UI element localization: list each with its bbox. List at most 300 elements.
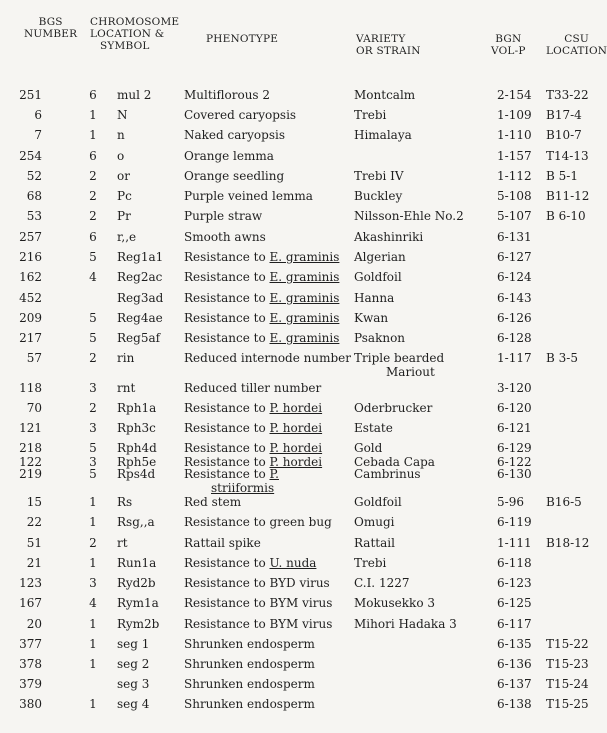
bgs-number: 68: [26, 189, 42, 203]
phenotype-text: Smooth awns: [184, 230, 266, 244]
header-chromosome: [90, 16, 179, 52]
phenotype: [184, 351, 351, 365]
variety-text: Rattail: [354, 536, 395, 550]
bgn-vol-page: 6-123: [497, 576, 532, 590]
bgs-number: 216: [19, 250, 42, 264]
phenotype-text: Reduced internode number: [184, 351, 351, 365]
variety-text: Akashinriki: [354, 230, 424, 244]
csu-location: B 3-5: [546, 351, 578, 365]
bgn-vol-page: 1-111: [497, 536, 532, 550]
csu-location: B 6-10: [546, 209, 586, 223]
phenotype: [184, 230, 266, 244]
bgs-number: 217: [19, 331, 42, 345]
variety: [354, 291, 394, 305]
table-row: [0, 291, 607, 311]
phenotype-text: Resistance to: [184, 401, 270, 415]
variety-text: Estate: [354, 421, 393, 435]
gene-symbol: rin: [117, 351, 135, 365]
variety-text: Mokusekko 3: [354, 596, 435, 610]
chromosome-location: 2: [89, 169, 97, 183]
phenotype-text: Resistance to green bug: [184, 515, 332, 529]
gene-symbol: Reg2ac: [117, 270, 163, 284]
header-variety-line1: VARIETY: [356, 33, 406, 45]
table-row: [0, 495, 607, 515]
bgs-number: 219: [19, 467, 42, 481]
bgn-vol-page: 6-126: [497, 311, 532, 325]
phenotype: [184, 596, 332, 610]
phenotype-text: Purple straw: [184, 209, 263, 223]
phenotype: [184, 617, 332, 631]
header-bgn-line2: VOL-P: [491, 45, 526, 57]
variety-text: Kwan: [354, 311, 389, 325]
bgn-vol-page: 1-110: [497, 128, 532, 142]
bgs-number: 167: [19, 596, 42, 610]
chromosome-location: 3: [89, 421, 97, 435]
bgn-vol-page: 6-124: [497, 270, 532, 284]
phenotype-text: Resistance to: [184, 291, 270, 305]
variety-text: Goldfoil: [354, 495, 402, 509]
phenotype-text: Resistance to: [184, 311, 270, 325]
phenotype: [184, 515, 332, 529]
chromosome-location: 4: [89, 270, 97, 284]
variety-text: Trebi IV: [354, 169, 404, 183]
bgn-vol-page: 5-108: [497, 189, 532, 203]
variety-text: Trebi: [354, 108, 387, 122]
phenotype-organism: E. graminis: [269, 250, 340, 264]
gene-symbol: seg 1: [117, 637, 150, 651]
variety: [354, 270, 402, 284]
table-row: [0, 596, 607, 616]
gene-symbol: Reg1a1: [117, 250, 164, 264]
variety: [354, 311, 388, 325]
bgn-vol-page: 2-154: [497, 88, 532, 102]
table-row: [0, 576, 607, 596]
phenotype-text: Resistance to: [184, 455, 270, 469]
bgn-vol-page: 5-96: [497, 495, 524, 509]
phenotype: [184, 677, 315, 691]
bgn-vol-page: 6-125: [497, 596, 532, 610]
variety-text: C.I. 1227: [354, 576, 410, 590]
table-row: [0, 311, 607, 331]
chromosome-location: 2: [89, 536, 97, 550]
chromosome-location: 1: [89, 657, 97, 671]
variety-text: Buckley: [354, 189, 403, 203]
bgn-vol-page: 6-121: [497, 421, 532, 435]
phenotype: [184, 149, 274, 163]
header-csu-line2: LOCATION: [546, 45, 607, 57]
variety-text: Mihori Hadaka 3: [354, 617, 457, 631]
chromosome-location: 1: [89, 556, 97, 570]
chromosome-location: 5: [89, 441, 97, 455]
bgs-number: 380: [19, 697, 42, 711]
phenotype: [184, 576, 330, 590]
chromosome-location: 1: [89, 617, 97, 631]
header-csu: [546, 33, 607, 57]
variety: [354, 108, 386, 122]
phenotype-text: Shrunken endosperm: [184, 657, 315, 671]
header-chromo-line1: CHROMOSOME: [90, 16, 180, 28]
phenotype-text: Resistance to BYM virus: [184, 596, 333, 610]
bgs-number: 377: [19, 637, 42, 651]
bgs-number: 251: [19, 88, 42, 102]
phenotype-organism: P.: [269, 467, 279, 481]
bgs-number: 254: [19, 149, 42, 163]
chromosome-location: 4: [89, 596, 97, 610]
variety-text: Cebada Capa: [354, 455, 435, 469]
bgn-vol-page: 3-120: [497, 381, 532, 395]
csu-location: B10-7: [546, 128, 582, 142]
phenotype: [184, 657, 315, 671]
phenotype-text: Resistance to: [184, 421, 270, 435]
table-row: [0, 209, 607, 229]
bgs-number: 121: [19, 421, 42, 435]
header-csu-line1: CSU: [564, 33, 589, 45]
phenotype-organism: E. graminis: [269, 270, 340, 284]
phenotype: [184, 270, 339, 284]
gene-symbol: rt: [117, 536, 128, 550]
chromosome-location: 5: [89, 331, 97, 345]
header-bgn: [491, 33, 526, 57]
variety-text: Omugi: [354, 515, 395, 529]
phenotype-text: Shrunken endosperm: [184, 697, 315, 711]
variety: [354, 515, 394, 529]
phenotype-organism: P. hordei: [269, 441, 323, 455]
chromosome-location: 2: [89, 401, 97, 415]
bgn-vol-page: 6-131: [497, 230, 532, 244]
bgn-vol-page: 1-112: [497, 169, 532, 183]
phenotype: [184, 88, 270, 102]
chromosome-location: 1: [89, 697, 97, 711]
phenotype-organism: E. graminis: [269, 311, 340, 325]
gene-symbol: Pc: [117, 189, 132, 203]
header-bgs: [24, 16, 77, 40]
gene-symbol: or: [117, 169, 130, 183]
gene-symbol: Rym1a: [117, 596, 159, 610]
chromosome-location: 2: [89, 351, 97, 365]
phenotype-text: Shrunken endosperm: [184, 677, 315, 691]
chromosome-location: 1: [89, 495, 97, 509]
bgn-vol-page: 6-127: [497, 250, 532, 264]
phenotype: [184, 250, 339, 264]
variety: [354, 467, 421, 481]
csu-location: T15-25: [546, 697, 589, 711]
bgs-number: 218: [19, 441, 42, 455]
bgn-vol-page: 6-137: [497, 677, 532, 691]
bgs-number: 452: [19, 291, 42, 305]
phenotype: [184, 291, 339, 305]
variety: [354, 617, 457, 631]
phenotype-text: Reduced tiller number: [184, 381, 322, 395]
phenotype: [184, 311, 339, 325]
phenotype: [184, 128, 285, 142]
bgs-number: 51: [26, 536, 42, 550]
phenotype-organism: striiformis: [211, 481, 275, 495]
bgs-number: 379: [19, 677, 42, 691]
variety: [354, 556, 386, 570]
variety-text: Mariout: [386, 365, 435, 379]
phenotype: [184, 401, 322, 415]
bgs-number: 6: [34, 108, 42, 122]
variety: [354, 128, 412, 142]
csu-location: T33-22: [546, 88, 589, 102]
variety: [354, 88, 415, 102]
gene-symbol: Rph3c: [117, 421, 156, 435]
bgn-vol-page: 6-118: [497, 556, 532, 570]
bgs-number: 257: [19, 230, 42, 244]
gene-symbol: Reg4ae: [117, 311, 163, 325]
phenotype: [184, 381, 321, 395]
variety: [354, 576, 409, 590]
bgs-number: 378: [19, 657, 42, 671]
phenotype-organism: P. hordei: [269, 421, 323, 435]
gene-symbol: o: [117, 149, 125, 163]
phenotype: [184, 495, 241, 509]
variety-text: Montcalm: [354, 88, 416, 102]
chromosome-location: 3: [89, 381, 97, 395]
chromosome-location: 3: [89, 576, 97, 590]
gene-symbol: n: [117, 128, 125, 142]
header-phenotype: [206, 33, 278, 45]
phenotype-text: Resistance to: [184, 441, 270, 455]
bgs-number: 52: [26, 169, 42, 183]
bgn-vol-page: 6-129: [497, 441, 532, 455]
header-chromo-line3: SYMBOL: [100, 40, 150, 52]
phenotype-text: Shrunken endosperm: [184, 637, 315, 651]
phenotype: [184, 331, 339, 345]
variety: [354, 401, 432, 415]
bgn-vol-page: 6-136: [497, 657, 532, 671]
phenotype-text: Resistance to: [184, 467, 270, 481]
bgn-vol-page: 1-117: [497, 351, 532, 365]
gene-symbol: mul 2: [117, 88, 152, 102]
table-row: [0, 250, 607, 270]
phenotype-text: Orange lemma: [184, 149, 274, 163]
header-chromo-line2: LOCATION &: [90, 28, 165, 40]
bgs-number: 123: [19, 576, 42, 590]
table-row: [0, 189, 607, 209]
phenotype: [184, 697, 315, 711]
header-bgs-line1: BGS: [38, 16, 63, 28]
variety-text: Nilsson-Ehle No.2: [354, 209, 464, 223]
phenotype-text: Resistance to: [184, 556, 270, 570]
phenotype-text: Resistance to: [184, 270, 270, 284]
chromosome-location: 1: [89, 515, 97, 529]
variety: [354, 596, 435, 610]
gene-symbol: N: [117, 108, 128, 122]
gene-symbol: Ryd2b: [117, 576, 156, 590]
gene-symbol: rnt: [117, 381, 136, 395]
table-row: [0, 149, 607, 169]
chromosome-location: 5: [89, 311, 97, 325]
phenotype: [184, 467, 279, 495]
table-row: [0, 421, 607, 441]
gene-symbol: Rph1a: [117, 401, 157, 415]
gene-symbol: Rph5e: [117, 455, 157, 469]
variety-text: Psaknon: [354, 331, 406, 345]
bgn-vol-page: 1-109: [497, 108, 532, 122]
chromosome-location: 2: [89, 209, 97, 223]
phenotype-text: Orange seedling: [184, 169, 285, 183]
gene-symbol: seg 3: [117, 677, 150, 691]
phenotype: [184, 421, 322, 435]
phenotype-text: Rattail spike: [184, 536, 261, 550]
chromosome-location: 3: [89, 455, 97, 469]
bgn-vol-page: 6-138: [497, 697, 532, 711]
bgs-number: 162: [19, 270, 42, 284]
variety: [354, 230, 423, 244]
bgs-number: 21: [26, 556, 42, 570]
bgs-number: 7: [34, 128, 42, 142]
chromosome-location: 5: [89, 467, 97, 481]
variety-text: Trebi: [354, 556, 387, 570]
csu-location: B18-12: [546, 536, 590, 550]
variety-text: Cambrinus: [354, 467, 421, 481]
phenotype-text: Purple veined lemma: [184, 189, 313, 203]
header-phenotype-label: PHENOTYPE: [206, 33, 279, 45]
bgs-number: 70: [26, 401, 42, 415]
header-bgn-line1: BGN: [495, 33, 522, 45]
gene-symbol: Rym2b: [117, 617, 160, 631]
variety-text: Goldfoil: [354, 270, 402, 284]
gene-symbol: Rps4d: [117, 467, 156, 481]
phenotype-text: Resistance to BYM virus: [184, 617, 333, 631]
phenotype-text: Resistance to: [184, 250, 270, 264]
chromosome-location: 6: [89, 230, 97, 244]
gene-symbol: r,,e: [117, 230, 137, 244]
phenotype-organism: P. hordei: [269, 455, 323, 469]
phenotype-text: Multiflorous 2: [184, 88, 271, 102]
variety: [354, 536, 395, 550]
bgs-number: 57: [26, 351, 42, 365]
bgn-vol-page: 6-117: [497, 617, 532, 631]
header-bgs-line2: NUMBER: [24, 28, 78, 40]
table-row: [0, 128, 607, 148]
bgs-number: 15: [26, 495, 42, 509]
chromosome-location: 6: [89, 88, 97, 102]
phenotype-text: Red stem: [184, 495, 242, 509]
bgn-vol-page: 1-157: [497, 149, 532, 163]
table-row: [0, 697, 607, 717]
variety: [354, 189, 402, 203]
bgn-vol-page: 6-130: [497, 467, 532, 481]
variety-text: Gold: [354, 441, 383, 455]
phenotype: [184, 169, 284, 183]
bgn-vol-page: 6-128: [497, 331, 532, 345]
gene-symbol: Rsg,,a: [117, 515, 155, 529]
variety-text: Hanna: [354, 291, 395, 305]
phenotype: [184, 108, 296, 122]
bgs-number: 22: [26, 515, 42, 529]
phenotype: [184, 441, 322, 455]
chromosome-location: 2: [89, 189, 97, 203]
phenotype-text: Resistance to: [184, 331, 270, 345]
table-row: [0, 401, 607, 421]
gene-symbol: Run1a: [117, 556, 157, 570]
table-row: [0, 88, 607, 108]
variety: [354, 331, 405, 345]
bgs-number: 122: [19, 455, 42, 469]
bgs-number: 118: [19, 381, 42, 395]
phenotype: [184, 189, 313, 203]
phenotype: [184, 556, 316, 570]
table-row: [0, 515, 607, 535]
gene-symbol: seg 2: [117, 657, 150, 671]
header-variety-line2: OR STRAIN: [356, 45, 421, 57]
bgn-vol-page: 6-120: [497, 401, 532, 415]
csu-location: T15-23: [546, 657, 589, 671]
table-row: [0, 351, 607, 379]
table-row: [0, 657, 607, 677]
csu-location: T15-22: [546, 637, 589, 651]
table-row: [0, 331, 607, 351]
phenotype-text: Resistance to BYD virus: [184, 576, 330, 590]
gene-symbol: Pr: [117, 209, 131, 223]
table-row: [0, 108, 607, 128]
chromosome-location: 6: [89, 149, 97, 163]
bgs-number: 53: [26, 209, 42, 223]
csu-location: B17-4: [546, 108, 582, 122]
table-row: [0, 536, 607, 556]
chromosome-location: 1: [89, 128, 97, 142]
bgs-number: 20: [26, 617, 42, 631]
bgn-vol-page: 6-143: [497, 291, 532, 305]
phenotype: [184, 209, 262, 223]
variety-text: Himalaya: [354, 128, 412, 142]
gene-symbol: Reg5af: [117, 331, 161, 345]
phenotype: [184, 637, 315, 651]
variety: [354, 169, 404, 183]
csu-location: T14-13: [546, 149, 589, 163]
table-row: [0, 677, 607, 697]
variety: [354, 421, 393, 435]
table-row: [0, 230, 607, 250]
table-row: [0, 270, 607, 290]
chromosome-location: 1: [89, 108, 97, 122]
bgn-vol-page: 6-119: [497, 515, 532, 529]
table-row: [0, 467, 607, 495]
bgn-vol-page: 5-107: [497, 209, 532, 223]
csu-location: B11-12: [546, 189, 590, 203]
table-row: [0, 617, 607, 637]
gene-symbol: Reg3ad: [117, 291, 164, 305]
table-row: [0, 556, 607, 576]
variety-text: Algerian: [354, 250, 406, 264]
bgn-vol-page: 6-135: [497, 637, 532, 651]
csu-location: T15-24: [546, 677, 589, 691]
variety: [354, 441, 382, 455]
csu-location: B16-5: [546, 495, 582, 509]
chromosome-location: 5: [89, 250, 97, 264]
phenotype-organism: E. graminis: [269, 331, 340, 345]
chromosome-location: 1: [89, 637, 97, 651]
csu-location: B 5-1: [546, 169, 578, 183]
variety: [354, 495, 402, 509]
phenotype-organism: P. hordei: [269, 401, 323, 415]
phenotype-text: Covered caryopsis: [184, 108, 297, 122]
header-variety: [356, 33, 421, 57]
gene-symbol: Rs: [117, 495, 133, 509]
phenotype-organism: E. graminis: [269, 291, 340, 305]
variety-text: Triple bearded: [354, 351, 445, 365]
variety: [354, 250, 406, 264]
phenotype-text: Naked caryopsis: [184, 128, 285, 142]
gene-symbol: seg 4: [117, 697, 150, 711]
bgs-number: 209: [19, 311, 42, 325]
table-row: [0, 169, 607, 189]
table-row: [0, 381, 607, 401]
variety-text: Oderbrucker: [354, 401, 433, 415]
phenotype: [184, 536, 261, 550]
